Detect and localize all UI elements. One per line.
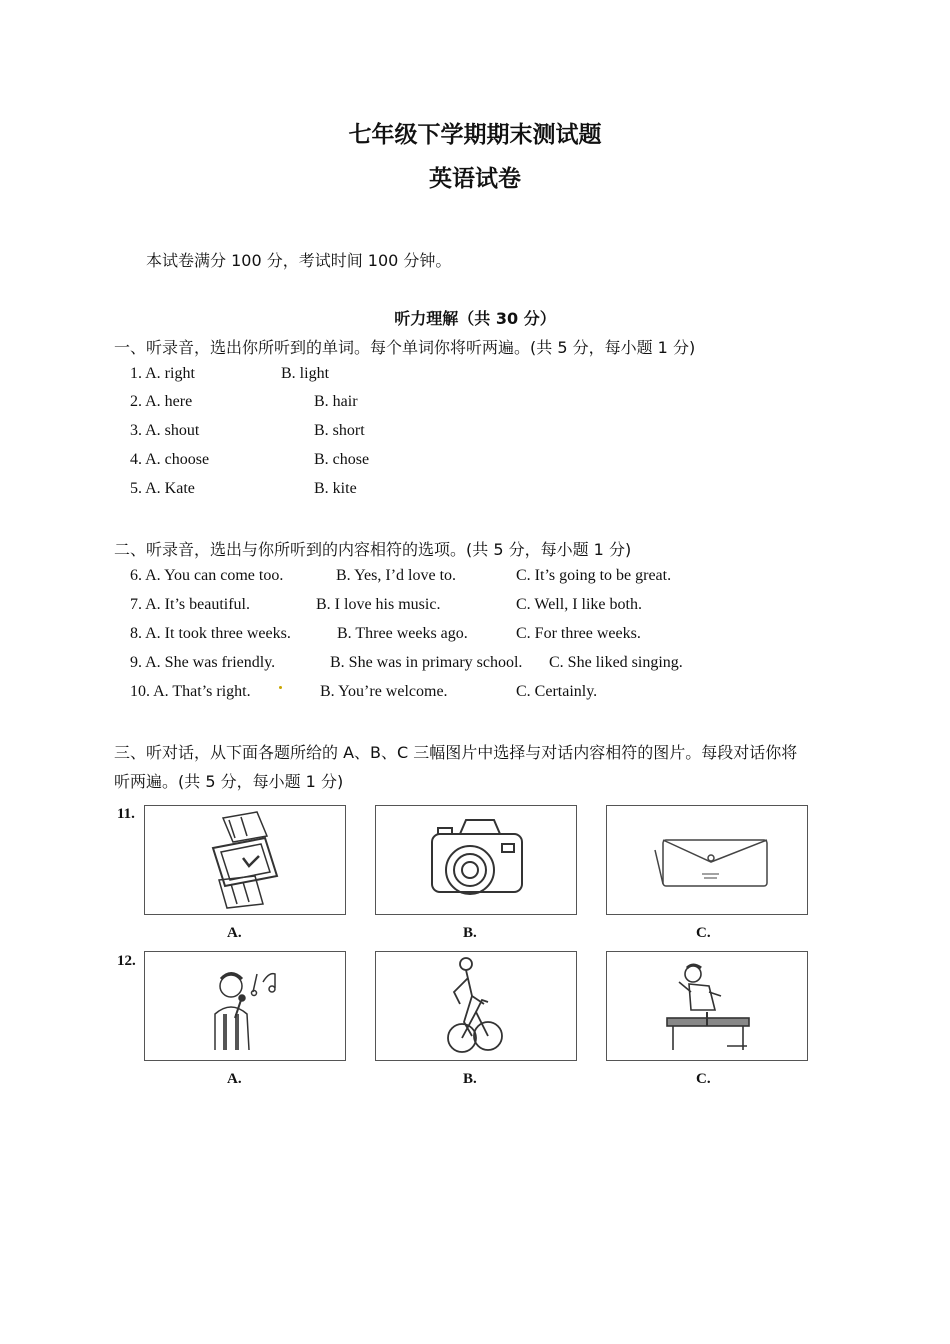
section3-heading: 三、听对话，从下面各题所给的 A、B、C 三幅图片中选择与对话内容相符的图片。每段对话你将 bbox=[114, 743, 798, 762]
wallet-icon bbox=[607, 806, 807, 914]
list-item: 10. A. That’s right. bbox=[130, 683, 251, 700]
picture-option-12a[interactable] bbox=[144, 951, 346, 1061]
list-item: 6. A. You can come too. bbox=[130, 567, 284, 584]
list-item: B. Three weeks ago. bbox=[337, 625, 468, 642]
option-label: C. bbox=[696, 925, 711, 941]
list-item: B. Yes, I’d love to. bbox=[336, 567, 457, 584]
picture-option-11c[interactable] bbox=[606, 805, 808, 915]
question-number: 12. bbox=[117, 953, 136, 969]
section2-heading: 二、听录音，选出与你所听到的内容相符的选项。(共 5 分，每小题 1 分) bbox=[114, 540, 632, 559]
list-item: 2. A. here bbox=[130, 393, 193, 410]
list-item: 9. A. She was friendly. bbox=[130, 654, 276, 671]
list-item: B. She was in primary school. bbox=[330, 654, 523, 671]
cyclist-icon bbox=[376, 952, 576, 1060]
picture-option-11b[interactable] bbox=[375, 805, 577, 915]
page-title: 七年级下学期期末测试题 bbox=[348, 122, 602, 148]
list-item: 4. A. choose bbox=[130, 451, 210, 468]
option-label: B. bbox=[463, 1071, 477, 1087]
option-label: A. bbox=[227, 1071, 242, 1087]
list-item: 3. A. shout bbox=[130, 422, 200, 439]
list-item: 5. A. Kate bbox=[130, 480, 195, 497]
stray-dot bbox=[279, 686, 282, 689]
picture-option-12c[interactable] bbox=[606, 951, 808, 1061]
option-label: B. bbox=[463, 925, 477, 941]
list-item: 1. A. right bbox=[130, 365, 195, 382]
page-subtitle: 英语试卷 bbox=[429, 166, 521, 192]
list-item: 7. A. It’s beautiful. bbox=[130, 596, 250, 613]
picture-option-12b[interactable] bbox=[375, 951, 577, 1061]
list-item: B. light bbox=[281, 365, 330, 382]
part-heading: 听力理解（共 30 分） bbox=[394, 309, 556, 328]
picture-option-11a[interactable] bbox=[144, 805, 346, 915]
list-item: C. Well, I like both. bbox=[516, 596, 642, 613]
list-item: B. short bbox=[314, 422, 365, 439]
list-item: B. kite bbox=[314, 480, 357, 497]
section3-heading-cont: 听两遍。(共 5 分，每小题 1 分) bbox=[114, 772, 344, 791]
singing-person-icon bbox=[145, 952, 345, 1060]
list-item: B. hair bbox=[314, 393, 358, 410]
list-item: C. Certainly. bbox=[516, 683, 598, 700]
camera-icon bbox=[376, 806, 576, 914]
list-item: 8. A. It took three weeks. bbox=[130, 625, 291, 642]
section1-heading: 一、听录音，选出你所听到的单词。每个单词你将听两遍。(共 5 分，每小题 1 分) bbox=[114, 338, 696, 357]
option-label: C. bbox=[696, 1071, 711, 1087]
list-item: C. For three weeks. bbox=[516, 625, 641, 642]
table-tennis-player-icon bbox=[607, 952, 807, 1060]
list-item: B. I love his music. bbox=[316, 596, 441, 613]
list-item: B. You’re welcome. bbox=[320, 683, 448, 700]
exam-intro: 本试卷满分 100 分，考试时间 100 分钟。 bbox=[146, 251, 452, 270]
list-item: C. She liked singing. bbox=[549, 654, 683, 671]
list-item: C. It’s going to be great. bbox=[516, 567, 672, 584]
option-label: A. bbox=[227, 925, 242, 941]
question-number: 11. bbox=[117, 806, 135, 822]
list-item: B. chose bbox=[314, 451, 370, 468]
watch-icon bbox=[145, 806, 345, 914]
